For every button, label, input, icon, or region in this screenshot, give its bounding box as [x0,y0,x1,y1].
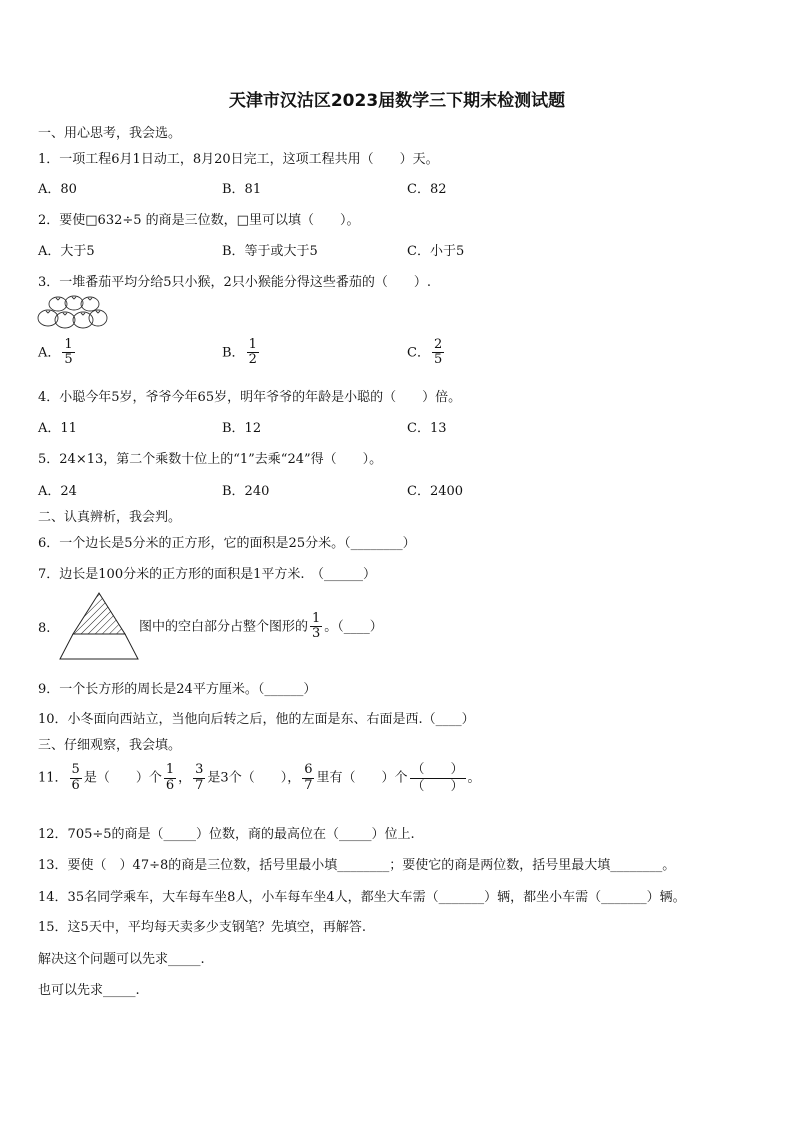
q5-option-b: B．240 [222,484,270,499]
q4-option-b: B．12 [222,421,262,436]
question-10: 10．小冬面向西站立，当他向后转之后，他的左面是东、右面是西.（____） [38,712,475,727]
q2-option-a: A．大于5 [38,244,95,259]
question-11 [38,762,481,794]
question-15: 15．这5天中，平均每天卖多少支钢笔？先填空，再解答. [38,920,366,935]
q11-blank-fraction [410,762,466,794]
q11-fraction-3 [193,763,205,793]
q3-option-a-fraction [62,338,74,368]
q11-fraction-1 [70,763,82,793]
q3-option-a [38,338,77,368]
q2-option-c: C．小于5 [407,244,465,259]
fraction-numerator: 1 [165,762,175,778]
fraction-denominator: 5 [433,352,443,368]
q3-option-c-label: C． [407,345,430,361]
q3-option-b [222,338,261,368]
q11-text-2: ， [178,770,192,786]
blank-numerator: （ ） [411,762,464,777]
q11-text-3: 是3个（ ）， [207,770,301,786]
q4-option-c: C．13 [407,421,447,436]
q1-option-c: C．82 [407,182,447,197]
question-14: 14．35名同学乘车，大车每车坐8人，小车每车坐4人，都坐大车需（_______）辆，都坐小车需（_______）辆。 [38,890,686,905]
fraction-denominator: 5 [64,352,73,368]
q3-option-a-label: A． [38,345,61,361]
fraction-denominator: 7 [195,777,204,793]
q3-option-b-fraction [247,338,259,368]
question-6: 6．一个边长是5分米的正方形，它的面积是25分米。（________） [38,536,416,551]
q5-option-c: C．2400 [407,484,464,499]
q4-option-a: A．11 [38,421,77,436]
q8-text: 图中的空白部分占整个图形的 [139,619,309,635]
fraction-numerator: 1 [312,611,321,626]
blank-denominator: （ ） [411,778,464,794]
question-2: 2．要使□632÷5 的商是三位数，□里可以填（ ）。 [38,213,360,228]
question-5: 5．24×13，第二个乘数十位上的“1”去乘“24”得（ ）。 [38,452,383,467]
question-15-part-a: 解决这个问题可以先求_____. [38,952,205,967]
fraction-numerator: 3 [195,762,204,778]
question-7: 7．边长是100分米的正方形的面积是1平方米. （______） [38,567,376,582]
q2-option-b: B．等于或大于5 [222,244,318,259]
fraction-denominator: 2 [248,352,257,368]
q11-label: 11． [38,770,68,786]
q11-text-5: 。 [467,770,481,786]
fraction-numerator: 6 [304,762,313,778]
question-8 [139,612,383,642]
fraction-denominator: 6 [71,777,80,793]
section-heading-3: 三、仔细观察，我会填。 [38,738,182,753]
fraction-numerator: 2 [433,337,443,352]
q11-text-4: 里有（ ）个 [316,770,408,786]
q3-option-c [407,338,446,368]
section-heading-1: 一、用心思考，我会选。 [38,126,182,141]
question-4: 4．小聪今年5岁，爷爷今年65岁，明年爷爷的年龄是小聪的（ ）倍。 [38,390,462,405]
question-3: 3．一堆番茄平均分给5只小猴，2只小猴能分得这些番茄的（ ）. [38,275,431,290]
question-8-label: 8. [38,621,51,636]
question-13: 13．要使（ ）47÷8的商是三位数，括号里最小填________；要使它的商是两位数，括号里最大填________。 [38,858,676,873]
q5-option-a: A．24 [38,484,77,499]
q11-fraction-4 [302,763,314,793]
fraction-numerator: 1 [64,337,73,352]
tomato-pile-image [36,294,108,332]
fraction-denominator: 6 [165,777,175,793]
page-title: 天津市汉沽区2023届数学三下期末检测试题 [228,91,566,111]
q1-option-b: B．81 [222,182,262,197]
q11-text-1: 是（ ）个 [83,770,162,786]
fraction-denominator: 3 [312,626,321,642]
question-15-part-b: 也可以先求_____. [38,983,140,998]
fraction-numerator: 1 [248,337,257,352]
q3-option-b-label: B． [222,345,245,361]
triangle-figure [59,592,139,660]
q8-tail: 。（____） [324,619,383,635]
q3-option-c-fraction [432,338,444,368]
q11-fraction-2 [164,763,176,793]
question-9: 9．一个长方形的周长是24平方厘米。（______） [38,682,317,697]
question-12: 12．705÷5的商是（_____）位数，商的最高位在（_____）位上. [38,827,415,842]
q8-fraction [310,612,322,642]
question-1: 1．一项工程6月1日动工，8月20日完工，这项工程共用（ ）天。 [38,152,439,167]
section-heading-2: 二、认真辨析，我会判。 [38,510,182,525]
fraction-denominator: 7 [304,777,313,793]
q1-option-a: A．80 [38,182,77,197]
fraction-numerator: 5 [71,762,80,778]
